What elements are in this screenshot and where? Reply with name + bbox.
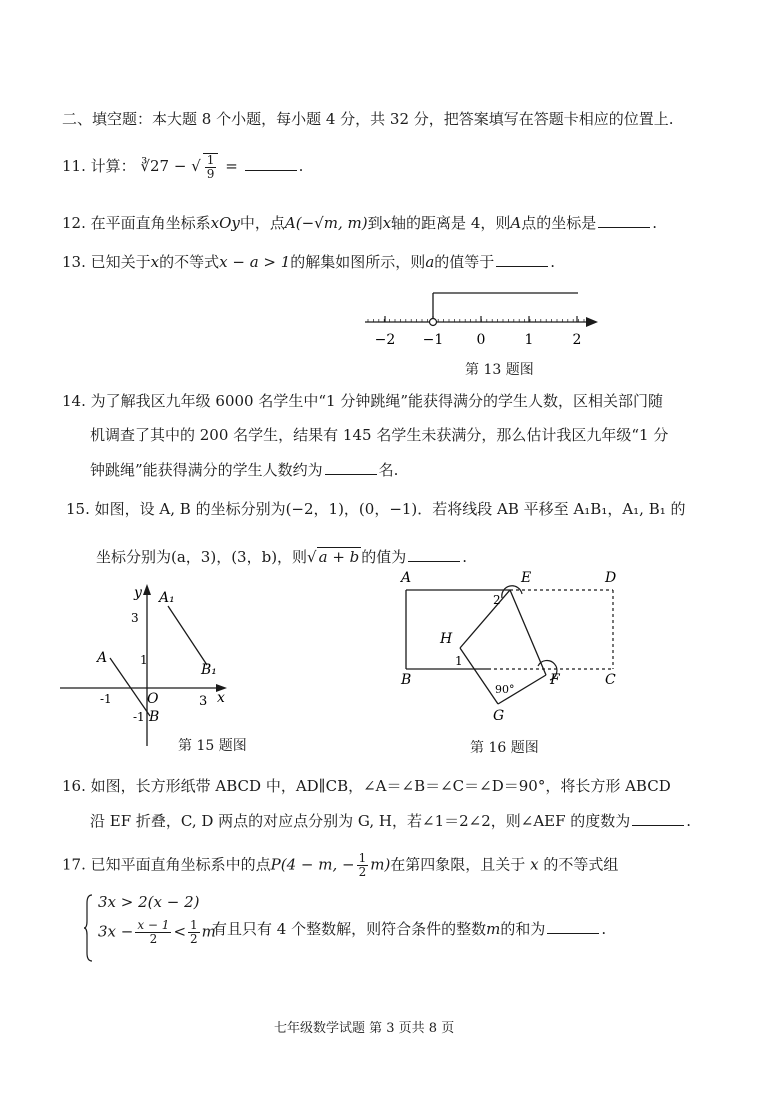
label-o: O bbox=[147, 691, 159, 707]
answer-blank-15[interactable] bbox=[408, 547, 460, 562]
number-line-tick-label: −1 bbox=[422, 332, 444, 348]
q12-a: A bbox=[510, 214, 522, 232]
question-16-line2: 沿 EF 折叠，C, D 两点的对应点分别为 G, H，若∠1＝2∠2，则∠AEF 的度数为 . bbox=[90, 812, 692, 830]
q12-text-e: 点的坐标是 bbox=[521, 214, 597, 232]
label-y: y bbox=[134, 585, 142, 601]
left-brace bbox=[84, 893, 94, 963]
q12-text: 在平面直角坐标系 bbox=[90, 214, 211, 232]
q12-text-d: 轴的距离是 4，则 bbox=[391, 214, 511, 232]
number-line-figure bbox=[0, 282, 783, 372]
label-x: x bbox=[217, 690, 225, 706]
q13-text-b: 的不等式 bbox=[159, 253, 220, 271]
label-a-16: A bbox=[401, 570, 412, 586]
q12-number: 12. bbox=[62, 214, 86, 232]
q12-point-a: A(−√m, m) bbox=[284, 214, 368, 232]
segment-a1b1 bbox=[168, 606, 207, 665]
label-g-16: G bbox=[493, 708, 505, 724]
label-e-16: E bbox=[521, 570, 532, 586]
open-circle-point bbox=[430, 319, 437, 326]
label-neg1-y: -1 bbox=[133, 710, 145, 724]
figure-16-caption: 第 16 题图 bbox=[470, 740, 539, 756]
label-f-16: F bbox=[550, 672, 560, 688]
answer-blank-17[interactable] bbox=[547, 919, 599, 934]
label-3-y: 3 bbox=[131, 611, 139, 625]
angle-2-label: 2 bbox=[493, 593, 501, 607]
section-header: 二、填空题：本大题 8 个小题，每小题 4 分，共 32 分，把答案填写在答题卡相应的位置上. bbox=[62, 110, 674, 128]
question-15-line2: 坐标分别为(a，3)，(3，b)，则√ a + b 的值为 . bbox=[96, 548, 468, 566]
q13-number: 13. bbox=[62, 253, 86, 271]
q11-equals: = bbox=[225, 157, 238, 175]
figure-15-caption: 第 15 题图 bbox=[178, 738, 247, 754]
label-h-16: H bbox=[440, 631, 453, 647]
q13-a: a bbox=[425, 253, 435, 271]
number-line-tick-label: 1 bbox=[524, 332, 534, 348]
inequality-2: 3x − $\frac{x - 1}{2}$ < $\frac{1}{2}$ m bbox=[98, 918, 216, 946]
q12-x: x bbox=[382, 214, 392, 232]
q11-sqrt-sign: √ bbox=[191, 157, 201, 175]
y-axis-arrow bbox=[143, 584, 151, 595]
question-17-line1: 17. 已知平面直角坐标系中的点P(4 − m, − $\frac{1}{2}$ m)在第四象限，且关于 x 的不等式组 bbox=[62, 851, 619, 879]
angle-90-label: 90° bbox=[495, 683, 515, 696]
edge-hg bbox=[460, 648, 498, 704]
label-b: B bbox=[149, 709, 160, 725]
number-line-tick-label: 0 bbox=[476, 332, 486, 348]
question-14-line3: 钟跳绳”能获得满分的学生人数约为 名. bbox=[90, 461, 399, 479]
question-17-line2: 有且只有 4 个整数解，则符合条件的整数m的和为 . bbox=[212, 920, 607, 938]
q13-text-d: 的值等于 bbox=[434, 253, 495, 271]
q11-lead: 计算： bbox=[90, 157, 136, 175]
q13-inequality: x − a > 1 bbox=[219, 253, 291, 271]
label-b-16: B bbox=[401, 672, 412, 688]
label-a: A bbox=[97, 650, 108, 666]
figure-16-folded-rectangle bbox=[398, 568, 658, 728]
answer-blank-11[interactable] bbox=[245, 156, 297, 171]
inequality-1: 3x > 2(x − 2) bbox=[98, 893, 200, 911]
label-3-x: 3 bbox=[199, 694, 208, 709]
q12-text-c: 到 bbox=[367, 214, 383, 232]
number-line-arrow bbox=[586, 317, 598, 327]
question-14-line1: 14. 为了解我区九年级 6000 名学生中“1 分钟跳绳”能获得满分的学生人数，区相关部门随 bbox=[62, 392, 664, 410]
answer-blank-13[interactable] bbox=[496, 252, 548, 267]
number-line-tick-label: 2 bbox=[572, 332, 582, 348]
label-neg1-x: -1 bbox=[100, 692, 112, 706]
q13-text-a: 已知关于 bbox=[90, 253, 151, 271]
q11-fraction: $\frac{1}{9}$ bbox=[203, 153, 219, 181]
angle-1-label: 1 bbox=[455, 654, 463, 668]
page-footer: 七年级数学试题 第 3 页共 8 页 bbox=[274, 1021, 455, 1036]
question-13: 13. 已知关于x的不等式x − a > 1的解集如图所示，则a的值等于 . bbox=[62, 253, 556, 271]
question-15-line1: 15. 如图，设 A, B 的坐标分别为(−2，1)，(0，−1)．若将线段 AB 平移至 A₁B₁，A₁, B₁ 的 bbox=[66, 500, 686, 518]
answer-blank-12[interactable] bbox=[598, 213, 650, 228]
q13-text-c: 的解集如图所示，则 bbox=[290, 253, 426, 271]
q12-text-b: 中，点 bbox=[239, 214, 285, 232]
edge-eh bbox=[460, 590, 510, 648]
q11-number: 11. bbox=[62, 157, 86, 175]
number-line-tick-label: −2 bbox=[374, 332, 396, 348]
q11-cuberoot: ∛27 bbox=[140, 157, 170, 175]
q11-minus: − bbox=[173, 157, 187, 175]
q13-x: x bbox=[150, 253, 160, 271]
question-12: 12. 在平面直角坐标系xOy中，点A(−√m, m)到x轴的距离是 4，则A点的坐标是 . bbox=[62, 214, 657, 232]
label-d-16: D bbox=[605, 570, 617, 586]
q12-xoy: xOy bbox=[210, 214, 240, 232]
label-a1: A₁ bbox=[159, 590, 175, 606]
question-11: 11. 计算： ∛27 − √ $\frac{1}{9}$ = . bbox=[62, 153, 304, 181]
label-b1: B₁ bbox=[201, 662, 217, 678]
label-1-y: 1 bbox=[140, 653, 148, 667]
question-16-line1: 16. 如图，长方形纸带 ABCD 中，AD∥CB，∠A＝∠B＝∠C＝∠D＝90°，将长方形 ABCD bbox=[62, 777, 671, 795]
figure-15-coordinate-plane bbox=[55, 578, 255, 748]
answer-blank-14[interactable] bbox=[325, 460, 377, 475]
answer-blank-16[interactable] bbox=[632, 811, 684, 826]
question-14-line2: 机调查了其中的 200 名学生，结果有 145 名学生未获满分，那么估计我区九年级“1 分 bbox=[90, 426, 669, 444]
figure-13-caption: 第 13 题图 bbox=[465, 362, 534, 378]
q17-point-fraction: $\frac{1}{2}$ bbox=[358, 851, 367, 879]
label-c-16: C bbox=[605, 672, 616, 688]
